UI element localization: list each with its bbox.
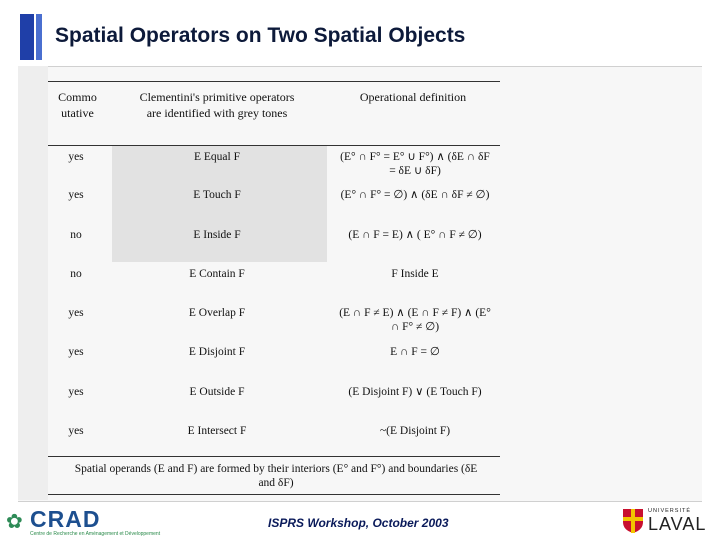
row-2-definition: (E ∩ F = E) ∧ ( E° ∩ F ≠ ∅)	[348, 229, 482, 241]
row-7-commutative: yes	[68, 425, 84, 437]
row-0-operator: E Equal F	[194, 151, 240, 163]
footnote-bottom-rule	[48, 494, 500, 495]
row-7-definition: ~(E Disjoint F)	[379, 425, 451, 437]
table-footnote	[56, 462, 496, 490]
row-5-commutative: yes	[68, 346, 84, 358]
laval-shield-icon	[622, 508, 644, 534]
header-commutative-line1: Commo	[58, 90, 97, 104]
row-1-commutative: yes	[68, 189, 84, 201]
crad-logo-subtitle: Centre de Recherche en Aménagement et Développement	[30, 531, 161, 537]
crad-logo: CRAD	[30, 506, 101, 532]
row-0-definition-line2: = δE ∪ δF)	[389, 165, 441, 177]
crad-leaf-icon: ✿	[6, 509, 23, 533]
row-0-commutative: yes	[68, 151, 84, 163]
row-6-definition: (E Disjoint F) ∨ (E Touch F)	[348, 386, 482, 398]
page-title: Spatial Operators on Two Spatial Objects	[55, 24, 466, 47]
row-2-operator: E Inside F	[193, 229, 241, 241]
table-bottom-rule	[48, 456, 500, 457]
footer-workshop-text: ISPRS Workshop, October 2003	[268, 516, 449, 530]
table-footnote-line1: Spatial operands (E and F) are formed by their interiors (E° and F°) and boundaries (δE	[74, 463, 478, 475]
laval-logo: LAVAL	[648, 514, 707, 534]
row-7-operator: E Intersect F	[187, 425, 247, 437]
row-3-commutative: no	[70, 268, 82, 280]
row-4-definition-line1: (E ∩ F ≠ E) ∧ (E ∩ F ≠ F) ∧ (E°	[339, 307, 491, 319]
header-definition: Operational definition	[359, 90, 467, 104]
row-3-operator: E Contain F	[189, 268, 245, 280]
row-4-operator: E Overlap F	[188, 307, 246, 319]
row-4-commutative: yes	[68, 307, 84, 319]
row-1-operator: E Touch F	[193, 189, 241, 201]
row-5-definition: E ∩ F = ∅	[390, 346, 440, 358]
table-top-rule	[48, 81, 500, 82]
row-1-definition: (E° ∩ F° = ∅) ∧ (δE ∩ δF ≠ ∅)	[340, 189, 490, 201]
content-panel-edge	[18, 66, 48, 500]
header-operators-line1: Clementini's primitive operators	[139, 90, 295, 104]
row-4-definition-line2: ∩ F° ≠ ∅)	[390, 321, 440, 333]
row-0-definition	[325, 150, 505, 178]
row-2-commutative: no	[70, 229, 82, 241]
row-6-operator: E Outside F	[189, 386, 245, 398]
header-commutative	[50, 89, 105, 121]
row-4-definition	[325, 306, 505, 334]
table-header-rule	[48, 145, 500, 146]
header-operators	[112, 89, 322, 121]
row-6-commutative: yes	[68, 386, 84, 398]
header-commutative-line2: utative	[61, 106, 94, 120]
header-operators-line2: are identified with grey tones	[146, 106, 288, 120]
row-0-definition-line1: (E° ∩ F° = E° ∪ F°) ∧ (δE ∩ δF	[340, 151, 490, 163]
laval-university-label: UNIVERSITÉ	[648, 508, 692, 514]
row-5-operator: E Disjoint F	[188, 346, 246, 358]
row-3-definition: F Inside E	[391, 268, 439, 280]
title-accent-bar-light	[36, 14, 42, 60]
title-accent-bar	[20, 14, 34, 60]
table-footnote-line2: and δF)	[258, 477, 294, 489]
